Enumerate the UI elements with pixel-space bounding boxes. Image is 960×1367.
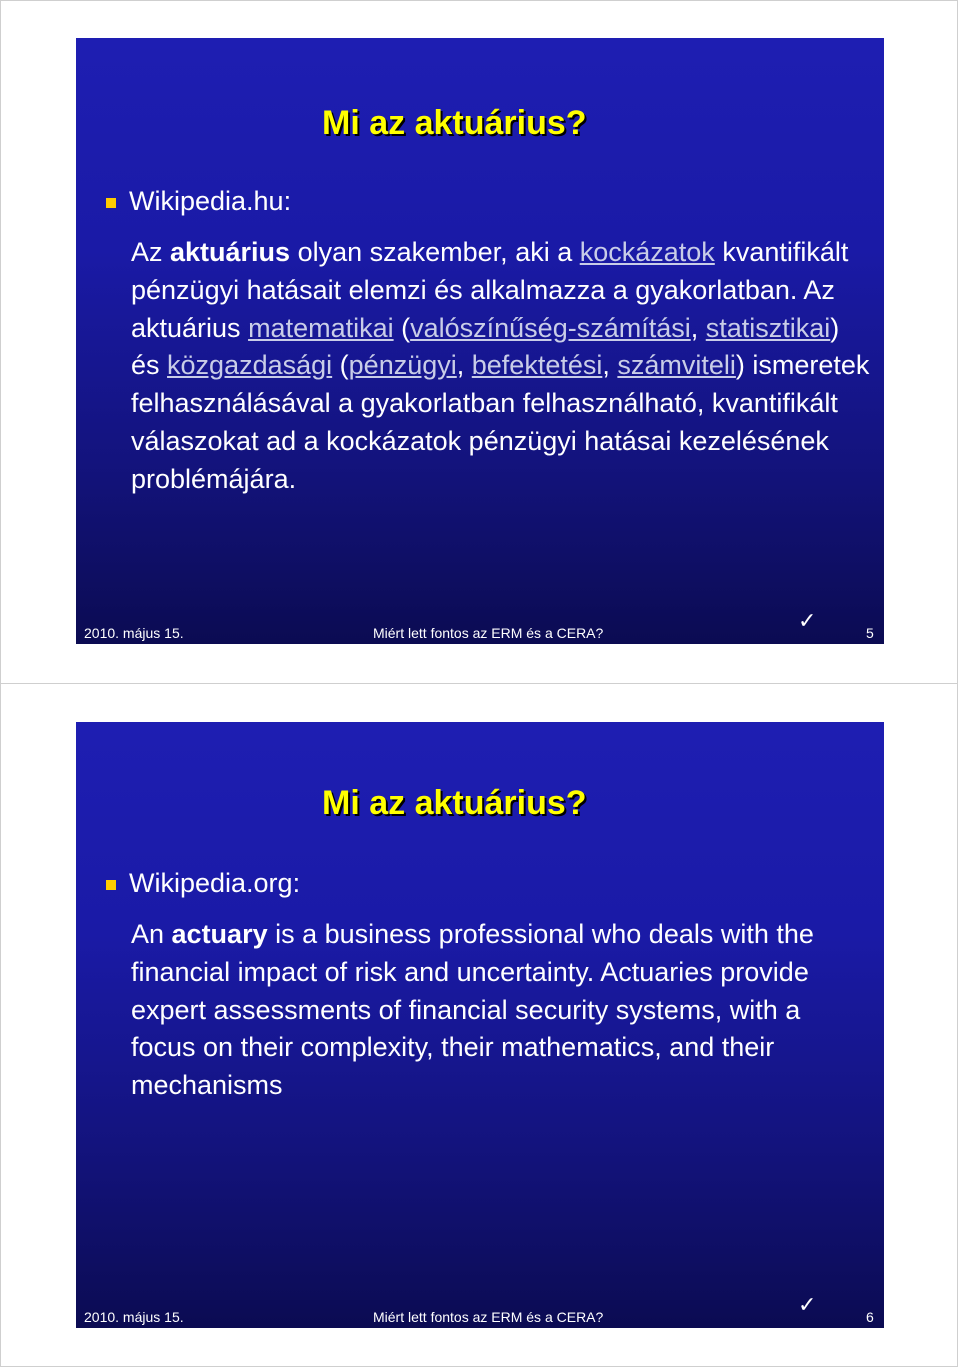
wiki-link[interactable]: számviteli xyxy=(617,350,736,381)
source-line xyxy=(106,868,300,899)
footer-date: 2010. május 15. xyxy=(84,625,184,641)
wiki-link[interactable]: valószínűség-számítási xyxy=(410,312,691,343)
paragraph-text: , xyxy=(602,350,618,381)
slide-6 xyxy=(76,722,884,1328)
footer-title: Miért lett fontos az ERM és a CERA? xyxy=(373,1309,604,1325)
definition-paragraph xyxy=(131,234,871,499)
square-bullet-icon xyxy=(106,880,116,890)
footer-title: Miért lett fontos az ERM és a CERA? xyxy=(373,625,604,641)
slide-5 xyxy=(76,38,884,644)
paragraph-text: olyan szakember, aki a xyxy=(290,237,580,267)
paragraph-text: ) ismeretek felhasználásával a gyakorlatban felhasználható, kvantifikált válaszokat ad a kockázatok pénzügyi hatásai kezelésének problémájára. xyxy=(131,350,870,494)
paragraph-text: , xyxy=(456,350,472,381)
footer-page-number: 5 xyxy=(866,625,874,641)
paragraph-text: is a business professional who deals with the financial impact of risk and uncertainty. Actuaries provide expert assessments of financial security systems, with a focus on their complexity, their mathematics, and their mechanisms xyxy=(131,919,814,1101)
checkmark-icon: ✓ xyxy=(798,608,817,633)
paragraph-text: ( xyxy=(332,350,349,381)
paragraph-text: ) és xyxy=(131,312,840,381)
footer-date: 2010. május 15. xyxy=(84,1309,184,1325)
source-label: Wikipedia.org: xyxy=(129,868,301,898)
source-line xyxy=(106,186,291,217)
wiki-link[interactable]: pénzügyi xyxy=(348,350,457,381)
wiki-link[interactable]: matematikai xyxy=(248,312,394,343)
square-bullet-icon xyxy=(106,198,116,208)
slide-title: Mi az aktuárius? xyxy=(322,784,587,822)
wiki-link[interactable]: statisztikai xyxy=(705,312,831,343)
paragraph-text: Az xyxy=(131,237,171,267)
wiki-link[interactable]: befektetési xyxy=(471,350,603,381)
wiki-link[interactable]: kockázatok xyxy=(579,237,715,267)
bold-term: actuary xyxy=(171,919,268,949)
footer-page-number: 6 xyxy=(866,1309,874,1325)
source-label: Wikipedia.hu: xyxy=(129,186,292,216)
paragraph-text: kvantifikált pénzügyi hatásait elemzi és alkalmazza a gyakorlatban. Az aktuárius xyxy=(131,237,849,343)
slide-title: Mi az aktuárius? xyxy=(322,104,587,142)
definition-paragraph xyxy=(131,916,871,1105)
wiki-link[interactable]: közgazdasági xyxy=(167,350,333,381)
paragraph-text: , xyxy=(690,312,706,343)
paragraph-text: ( xyxy=(393,312,411,343)
bold-term: aktuárius xyxy=(170,237,291,267)
checkmark-icon: ✓ xyxy=(798,1292,817,1317)
paragraph-text: An xyxy=(131,919,172,949)
